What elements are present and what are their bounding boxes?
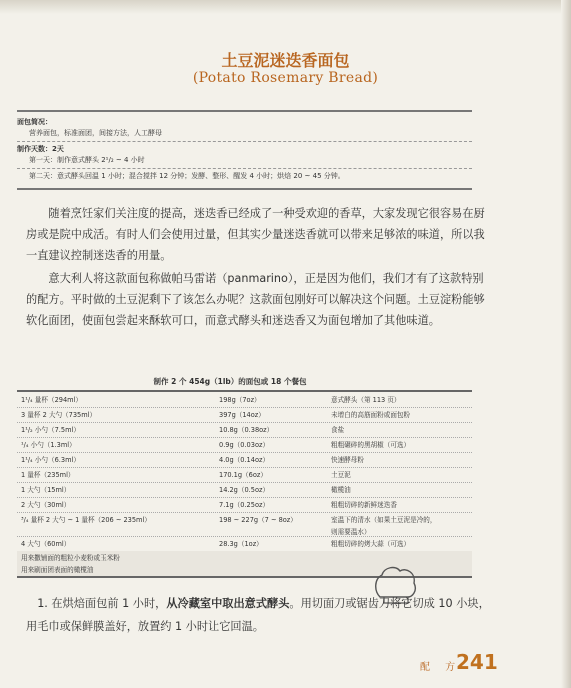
table-row	[17, 422, 472, 438]
weight-cell: 397g（14oz）	[219, 411, 265, 419]
volume-cell: 1 量杯（235ml）	[21, 471, 75, 479]
weight-cell: 198 ~ 227g（7 ~ 8oz）	[219, 516, 297, 524]
ingredient-cell-line: 则需要温水）	[331, 528, 371, 536]
weight-cell: 7.1g（0.25oz）	[219, 501, 270, 509]
intro-paragraph: 随着烹饪家们关注度的提高，迷迭香已经成了一种受欢迎的香草，大家发现它很容易在厨房或是院中成活。有时人们会使用过量，但其实少量迷迭香就可以带来足够浓的味道，所以我一直建议控制迷迭香的用量。	[26, 207, 485, 262]
ingredient-table	[17, 390, 472, 578]
bread-overview-box	[17, 110, 472, 190]
overview-description: 营养面包，标准面团，间接方法，人工酵母	[29, 129, 162, 137]
step-one-intro: 1. 在烘焙面包前 1 小时，	[37, 597, 167, 610]
ingredient-cell	[331, 514, 437, 536]
overview-divider	[17, 168, 472, 169]
weight-cell: 198g（7oz）	[219, 396, 261, 404]
step-one-highlight: 从冷藏室中取出意式酵头	[166, 597, 290, 610]
volume-cell: 4 大勺（60ml）	[21, 540, 71, 548]
ingredient-note-cell: 用来撒铺面的粗粒小麦粉或玉米粉	[21, 554, 120, 562]
step-one-rest: 。用切面刀或锯齿刀将它切成 10 小块，用毛巾或保鲜膜盖好，放置约 1 小时让它回温。	[26, 597, 490, 633]
table-row	[17, 437, 472, 453]
table-row	[17, 392, 472, 408]
table-row	[17, 407, 472, 423]
weight-cell: 28.3g（1oz）	[219, 540, 263, 548]
volume-cell: 1¹/₄ 小勺（6.3ml）	[21, 456, 80, 464]
volume-cell: ¹/₄ 小勺（1.3ml）	[21, 441, 76, 449]
days-label: 制作天数：2天	[17, 145, 64, 153]
volume-cell: 1¹/₄ 量杯（294ml）	[21, 396, 83, 404]
day-one-schedule: 第一天：制作意式酵头 2¹/₂ ~ 4 小时	[29, 156, 145, 164]
ingredient-cell: 快速酵母粉	[331, 456, 364, 464]
history-paragraph: 意大利人将这款面包称做帕马雷诺（panmarino），正是因为他们，我们才有了这款特别的配方。平时做的土豆泥剩下了该怎么办呢？这款面包刚好可以解决这个问题。土豆淀粉能够软化面团，使面包尝起来酥软可口，而意式酵头和迷迭香又为面包增加了其他味道。	[26, 272, 485, 327]
ingredient-cell: 粗粗切碎的烤大蒜（可选）	[331, 540, 411, 548]
ingredient-table-title: 制作 2 个 454g（1lb）的面包或 18 个餐包	[153, 377, 307, 386]
weight-cell: 170.1g（6oz）	[219, 471, 267, 479]
ingredient-cell: 土豆泥	[331, 471, 351, 479]
overview-divider	[17, 141, 472, 142]
ingredient-cell: 橄榄油	[331, 486, 351, 494]
ingredient-note-cell: 用来刷面团表面的橄榄油	[21, 566, 94, 574]
step-one-text	[26, 592, 492, 638]
table-row	[17, 452, 472, 468]
page-number: 241	[456, 650, 498, 674]
weight-cell: 10.8g（0.38oz）	[219, 426, 274, 434]
page-top-shadow	[0, 0, 571, 14]
volume-cell: 1 大勺（15ml）	[21, 486, 71, 494]
recipe-title-english: (Potato Rosemary Bread)	[192, 70, 379, 86]
table-row	[17, 482, 472, 498]
section-label: 配 方	[420, 662, 462, 673]
ingredient-cell: 食盐	[331, 426, 345, 434]
volume-cell: 1¹/₂ 小勺（7.5ml）	[21, 426, 80, 434]
weight-cell: 4.0g（0.14oz）	[219, 456, 270, 464]
table-row	[17, 467, 472, 483]
table-row	[17, 497, 472, 513]
recipe-title: 土豆泥迷迭香面包	[221, 51, 350, 70]
table-row	[17, 512, 472, 537]
ingredient-cell: 粗粗碾碎的黑胡椒（可选）	[331, 441, 411, 449]
ingredient-cell: 粗粗切碎的新鲜迷迭香	[331, 501, 397, 509]
weight-cell: 0.9g（0.03oz）	[219, 441, 270, 449]
volume-cell: 2 大勺（30ml）	[21, 501, 71, 509]
volume-cell: ³/₄ 量杯 2 大勺 ~ 1 量杯（206 ~ 235ml）	[21, 516, 151, 524]
weight-cell: 14.2g（0.5oz）	[219, 486, 270, 494]
day-two-schedule: 第二天：意式酵头回温 1 小时；混合搅拌 12 分钟；发酵、整形、醒发 4 小时；烘焙 20 ~ 45 分钟。	[29, 172, 345, 180]
ingredient-cell: 意式酵头（第 113 页）	[331, 396, 401, 404]
volume-cell: 3 量杯 2 大勺（735ml）	[21, 411, 97, 419]
overview-label: 面包简况：	[17, 118, 52, 126]
ingredient-cell-line: 室温下的清水（如果土豆泥是冷的，	[331, 516, 437, 524]
table-row	[17, 536, 472, 552]
page-binding-shadow	[561, 0, 571, 688]
ingredient-cell: 未增白的高筋面粉或面包粉	[331, 411, 411, 419]
